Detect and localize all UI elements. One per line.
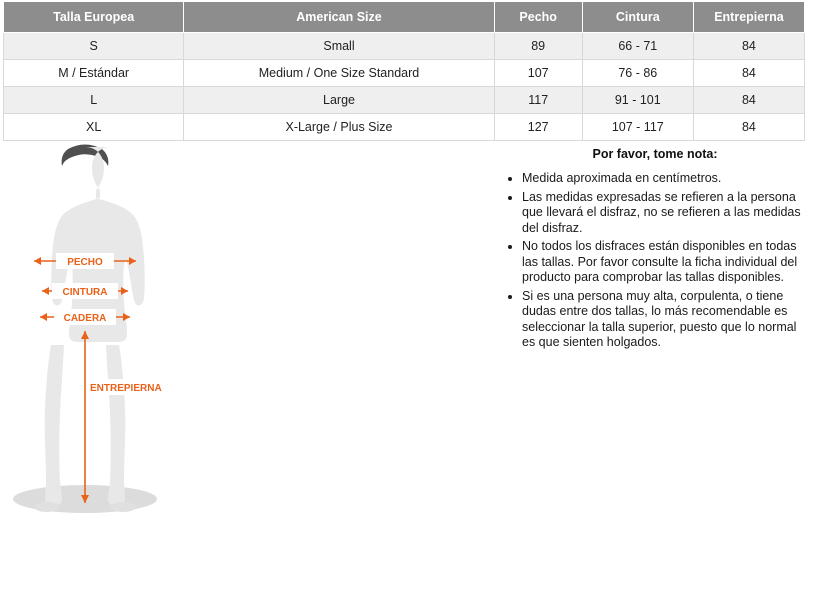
notes-list [480,171,810,351]
lower-section [0,141,816,581]
cell-pecho: 107 [494,60,582,87]
hip-label: CADERA [63,313,107,324]
table-row [4,114,805,141]
right-foot [110,502,136,512]
list-item: • No todos los disfraces están disponibles en todas las tallas. Por favor consulte la ficha individual del producto para comprobar las tallas disponibles. [522,239,810,286]
left-foot [34,502,60,512]
cell-eu-size: XL [4,114,184,141]
chest-label: PECHO [67,257,103,268]
cell-cintura: 91 - 101 [582,87,693,114]
size-guide-page [0,2,816,590]
notes-title: Por favor, tome nota: [592,147,718,161]
inseam-measure-arrow [81,331,170,503]
body-measurement-figure [0,141,470,561]
column-header-cintura: Cintura [582,2,693,33]
waist-label: CINTURA [62,287,108,298]
cell-cintura: 76 - 86 [582,60,693,87]
column-header-american-size: American Size [184,2,494,33]
size-chart-table [3,2,805,141]
cell-eu-size: S [4,33,184,60]
table-row [4,33,805,60]
cell-entrepierna: 84 [693,87,804,114]
cell-cintura: 66 - 71 [582,33,693,60]
cell-cintura: 107 - 117 [582,114,693,141]
cell-us-size: Small [184,33,494,60]
cell-us-size: Large [184,87,494,114]
list-item: • Si es una persona muy alta, corpulenta, o tiene dudas entre dos tallas, lo más recomendable es seleccionar la talla superior, puesto que lo normal es que sienten holgados. [522,289,810,351]
cell-eu-size: M / Estándar [4,60,184,87]
table-header-row [4,2,805,33]
cell-pecho: 117 [494,87,582,114]
notes-panel [480,147,810,354]
column-header-pecho: Pecho [494,2,582,33]
table-row [4,87,805,114]
cell-us-size: Medium / One Size Standard [184,60,494,87]
inseam-label: ENTREPIERNA [90,383,162,394]
list-item: • Las medidas expresadas se refieren a la persona que llevará el disfraz, no se refieren a las medidas del disfraz. [522,190,810,237]
left-leg [45,345,64,505]
waist-measure-arrow [42,283,128,299]
cell-entrepierna: 84 [693,33,804,60]
list-item: • Medida aproximada en centímetros. [522,171,810,187]
column-header-talla-europea: Talla Europea [4,2,184,33]
cell-entrepierna: 84 [693,114,804,141]
cell-pecho: 127 [494,114,582,141]
cell-eu-size: L [4,87,184,114]
cell-pecho: 89 [494,33,582,60]
table-row [4,60,805,87]
right-leg [106,345,125,505]
column-header-entrepierna: Entrepierna [693,2,804,33]
cell-entrepierna: 84 [693,60,804,87]
cell-us-size: X-Large / Plus Size [184,114,494,141]
human-body-diagram [0,141,470,561]
